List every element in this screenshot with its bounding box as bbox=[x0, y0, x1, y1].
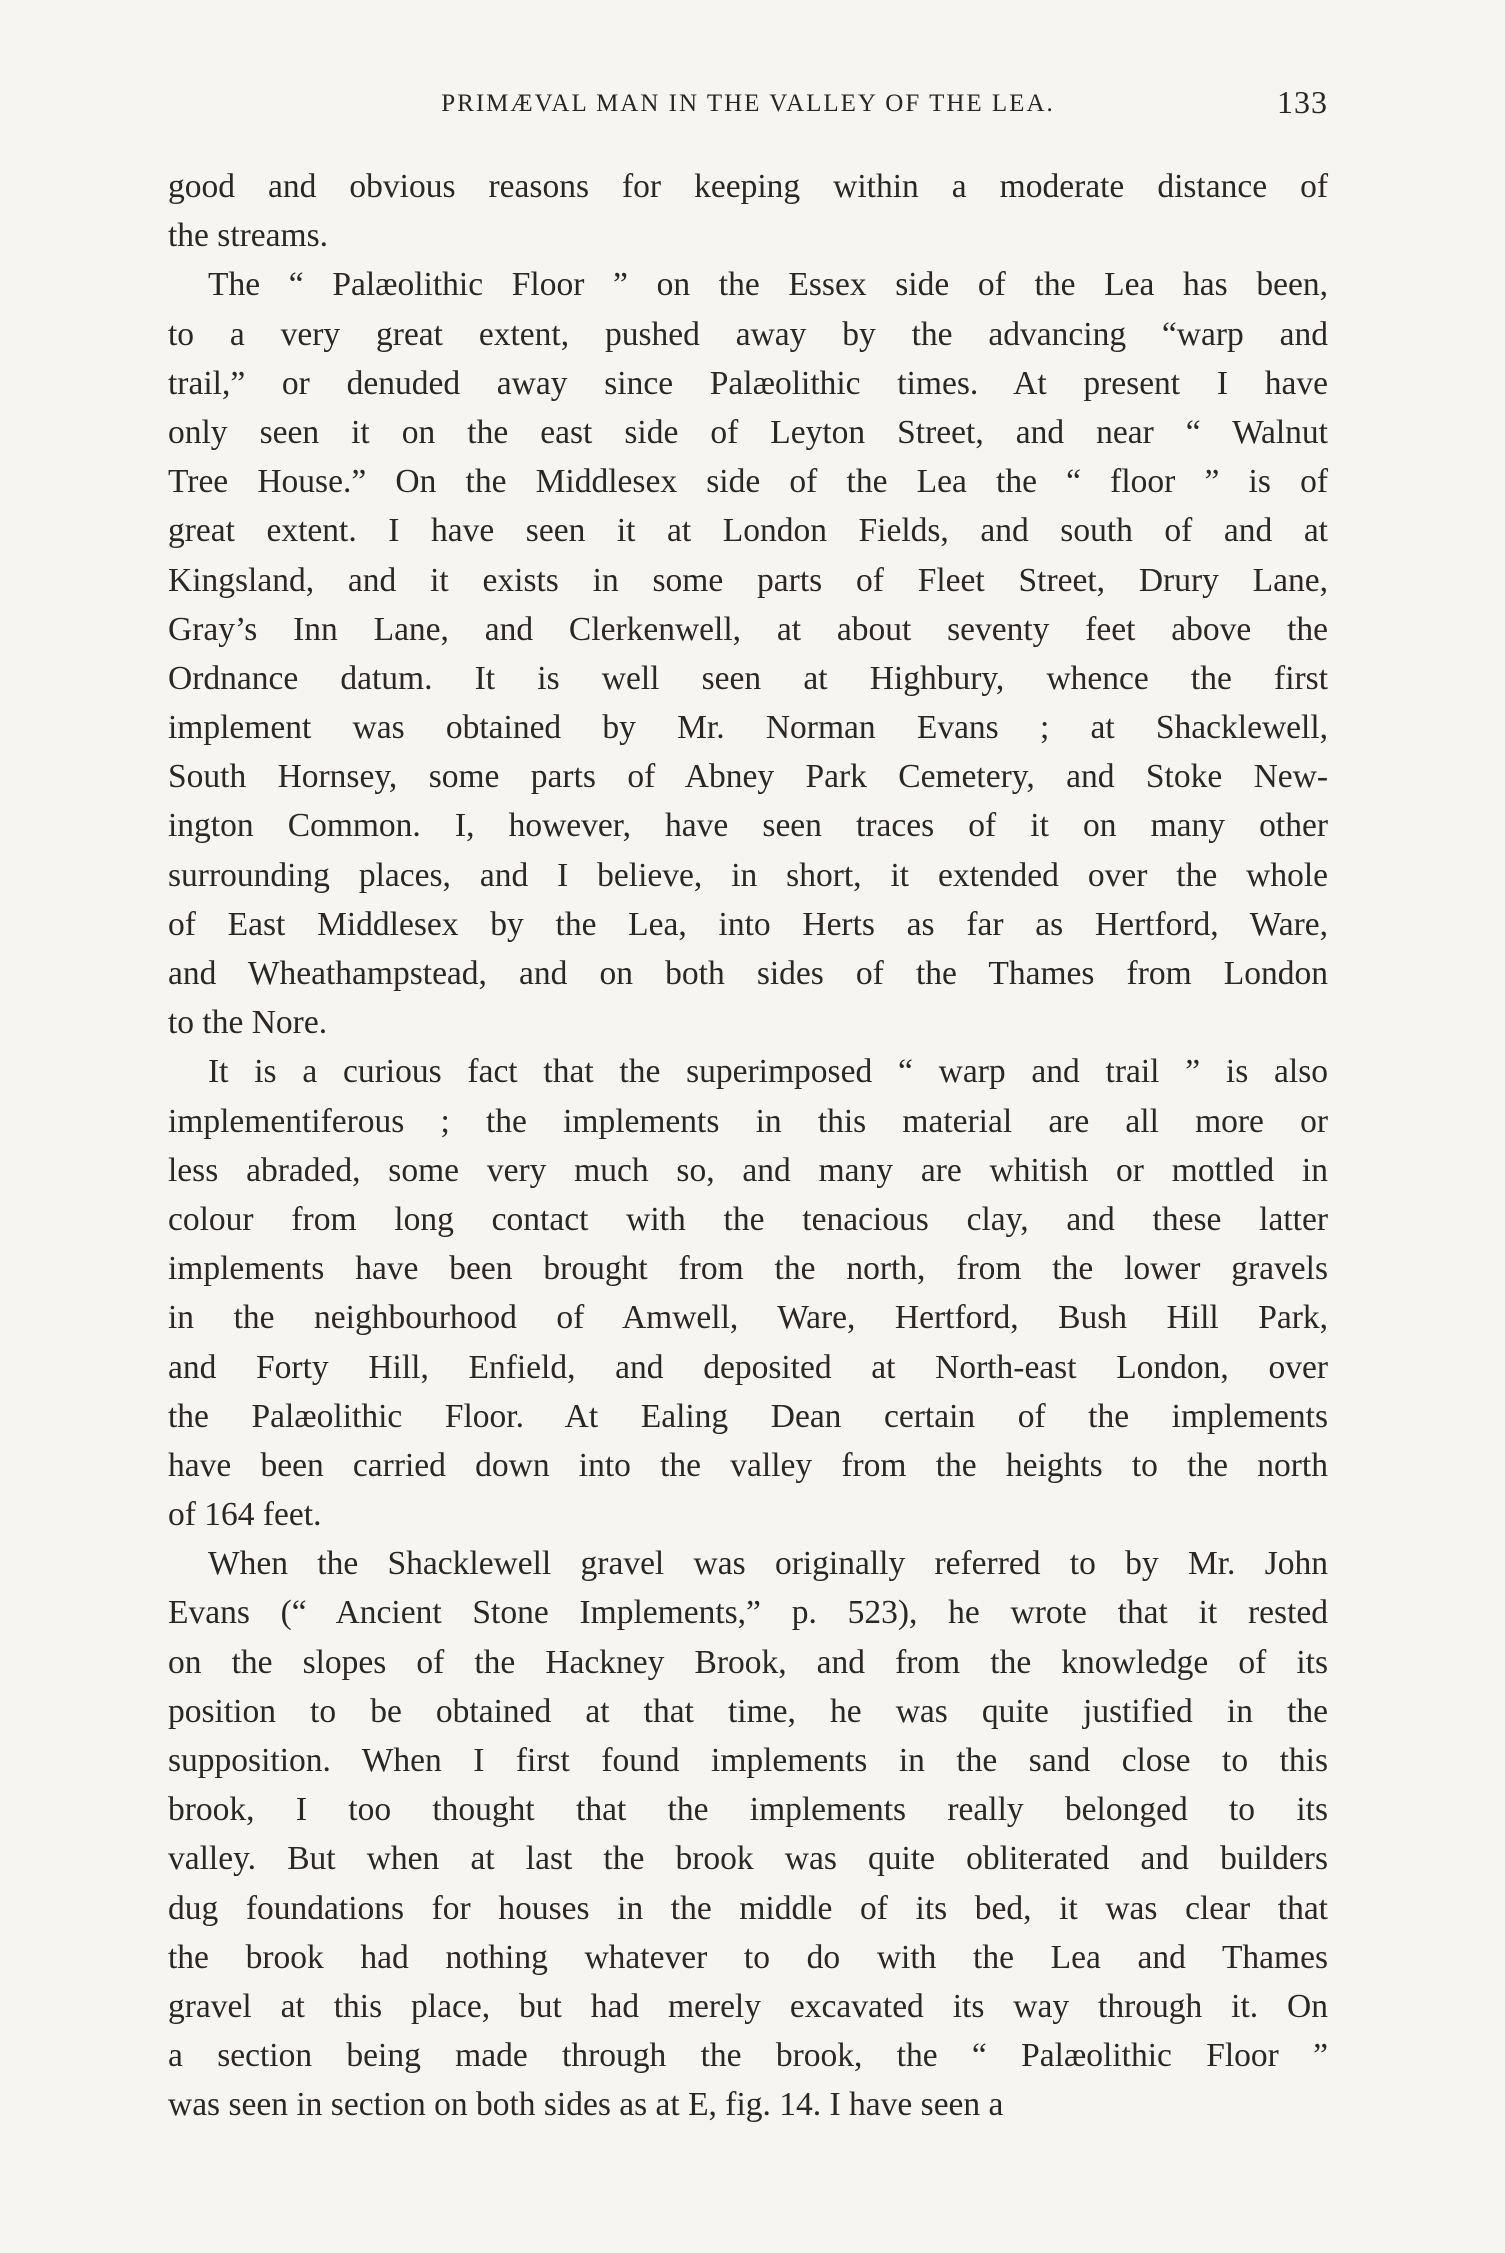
text-line: good and obvious reasons for keeping within a moderate distance of bbox=[168, 168, 1328, 205]
text-line: on the slopes of the Hackney Brook, and from the knowledge of its bbox=[168, 1643, 1328, 1681]
body-text bbox=[168, 162, 1328, 2130]
text-line: Gray’s Inn Lane, and Clerkenwell, at about seventy feet above the bbox=[168, 610, 1328, 648]
paragraph bbox=[168, 1047, 1328, 1539]
text-line: and Wheathampstead, and on both sides of the Thames from London bbox=[168, 955, 1328, 992]
page-number: 133 bbox=[1277, 84, 1328, 120]
text-line: have been carried down into the valley from the heights to the north bbox=[168, 1446, 1328, 1484]
text-line: implements have been brought from the north, from the lower gravels bbox=[168, 1250, 1328, 1288]
text-line: great extent. I have seen it at London Fields, and south of and at bbox=[168, 512, 1328, 550]
running-head bbox=[168, 82, 1328, 132]
text-line: the Palæolithic Floor. At Ealing Dean certain of the implements bbox=[168, 1397, 1328, 1435]
text-line: The “ Palæolithic Floor ” on the Essex side of the Lea has been, bbox=[208, 266, 1328, 304]
paragraph bbox=[168, 162, 1328, 260]
text-line: brook, I too thought that the implements really belonged to its bbox=[168, 1791, 1328, 1829]
paragraph bbox=[168, 260, 1328, 1047]
paragraph bbox=[168, 1539, 1328, 2129]
text-line: to a very great extent, pushed away by the advancing “warp and bbox=[168, 315, 1328, 353]
text-line: colour from long contact with the tenacious clay, and these latter bbox=[168, 1200, 1328, 1238]
text-line: only seen it on the east side of Leyton Street, and near “ Walnut bbox=[168, 413, 1328, 451]
text-line: surrounding places, and I believe, in short, it extended over the whole bbox=[168, 856, 1328, 894]
text-line: a section being made through the brook, the “ Palæolithic Floor ” bbox=[168, 2037, 1328, 2075]
text-line: and Forty Hill, Enfield, and deposited at North-east London, over bbox=[168, 1348, 1328, 1386]
text-line: ington Common. I, however, have seen traces of it on many other bbox=[168, 807, 1328, 845]
text-line: Kingsland, and it exists in some parts of Fleet Street, Drury Lane, bbox=[168, 561, 1328, 599]
running-title: PRIMÆVAL MAN IN THE VALLEY OF THE LEA. bbox=[441, 90, 1055, 117]
text-line: Ordnance datum. It is well seen at Highbury, whence the first bbox=[168, 659, 1328, 697]
text-line: It is a curious fact that the superimposed “ warp and trail ” is also bbox=[208, 1053, 1328, 1091]
text-line: When the Shacklewell gravel was originally referred to by Mr. John bbox=[208, 1545, 1328, 1583]
text-line: Tree House.” On the Middlesex side of the Lea the “ floor ” is of bbox=[168, 463, 1328, 501]
text-line: less abraded, some very much so, and many are whitish or mottled in bbox=[168, 1151, 1328, 1189]
text-line: Evans (“ Ancient Stone Implements,” p. 523), he wrote that it rested bbox=[168, 1594, 1328, 1632]
text-line: dug foundations for houses in the middle of its bed, it was clear that bbox=[168, 1889, 1328, 1927]
text-line: valley. But when at last the brook was quite obliterated and builders bbox=[168, 1840, 1328, 1878]
text-line: to the Nore. bbox=[168, 1004, 328, 1042]
text-line: was seen in section on both sides as at E, fig. 14. I have seen a bbox=[168, 2086, 1004, 2124]
text-line: supposition. When I first found implements in the sand close to this bbox=[168, 1742, 1328, 1779]
text-line: of 164 feet. bbox=[168, 1496, 322, 1534]
text-line: of East Middlesex by the Lea, into Herts as far as Hertford, Ware, bbox=[168, 905, 1328, 943]
text-line: the streams. bbox=[168, 217, 329, 255]
text-line: implementiferous ; the implements in this material are all more or bbox=[168, 1102, 1328, 1140]
text-line: trail,” or denuded away since Palæolithic times. At present I have bbox=[168, 364, 1328, 402]
text-line: the brook had nothing whatever to do with the Lea and Thames bbox=[168, 1938, 1328, 1976]
text-line: position to be obtained at that time, he was quite justified in the bbox=[168, 1692, 1328, 1730]
text-line: in the neighbourhood of Amwell, Ware, Hertford, Bush Hill Park, bbox=[168, 1299, 1328, 1337]
text-line: South Hornsey, some parts of Abney Park Cemetery, and Stoke New- bbox=[168, 758, 1328, 796]
text-line: implement was obtained by Mr. Norman Evans ; at Shacklewell, bbox=[168, 709, 1328, 747]
text-line: gravel at this place, but had merely excavated its way through it. On bbox=[168, 1987, 1328, 2025]
